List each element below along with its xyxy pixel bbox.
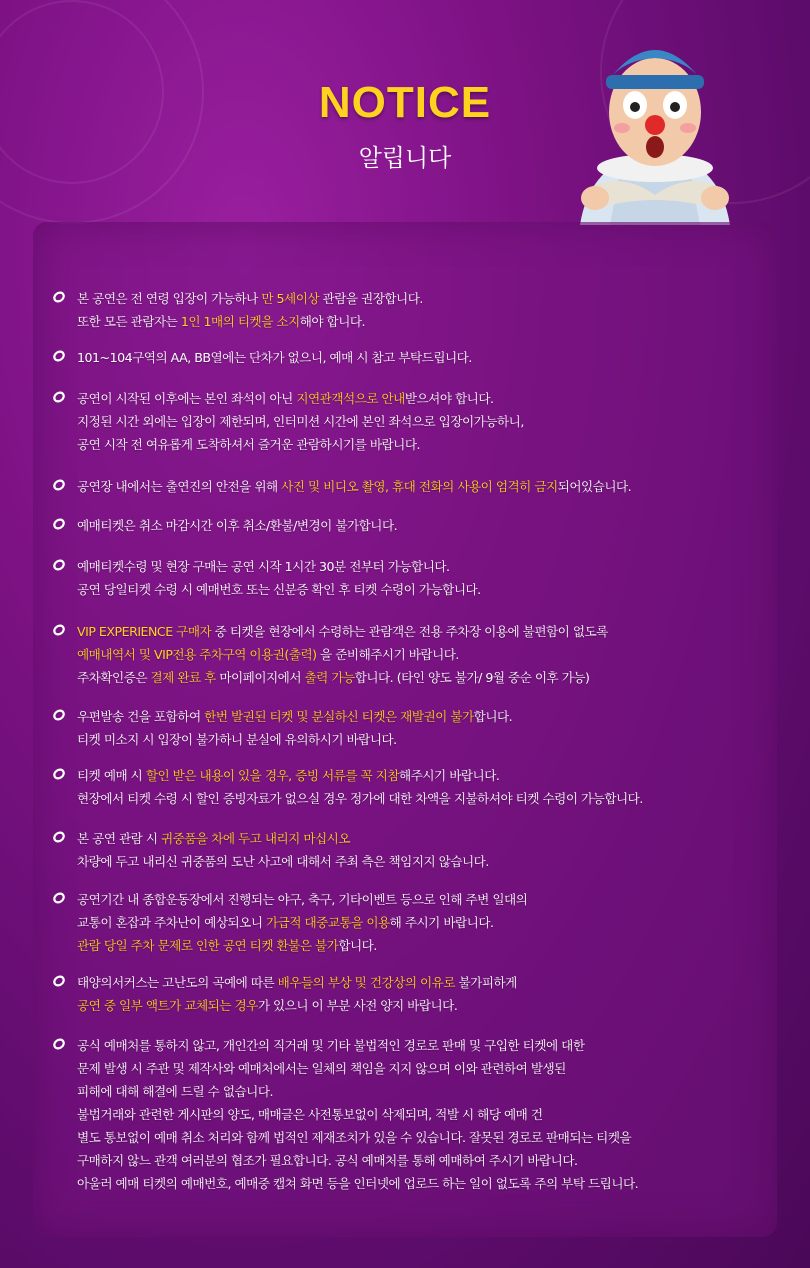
ring-bullet-icon xyxy=(52,1037,66,1051)
highlight-text: 한번 발권된 티켓 및 분실하신 티켓은 재발권이 불가 xyxy=(204,709,474,724)
highlight-text: 배우들의 부상 및 건강상의 이유로 xyxy=(277,975,456,990)
notice-text-segment: 주차확인증은 xyxy=(77,670,151,685)
notice-text-segment: 차량에 두고 내리신 귀중품의 도난 사고에 대해서 주최 측은 책임지지 않습니다. xyxy=(77,854,489,869)
notice-text xyxy=(77,514,397,537)
notice-line xyxy=(77,1103,638,1126)
notice-text xyxy=(77,888,527,957)
notice-line xyxy=(77,934,527,957)
notice-text-segment: 교통이 혼잡과 주차난이 예상되오니 xyxy=(77,915,266,930)
ring-bullet-icon xyxy=(52,390,66,404)
notice-text-segment: 되어있습니다. xyxy=(557,479,632,494)
highlight-text: 출력 가능 xyxy=(304,670,355,685)
notice-text-segment: 공연 시작 전 여유롭게 도착하셔서 즐거운 관람하시기를 바랍니다. xyxy=(77,437,420,452)
notice-text-segment: 공연 당일티켓 수령 시 예매번호 또는 신분증 확인 후 티켓 수령이 가능합니다. xyxy=(77,582,481,597)
notice-text-segment: 공연이 시작된 이후에는 본인 좌석이 아닌 xyxy=(77,391,297,406)
clown-mascot-icon xyxy=(560,20,750,225)
notice-line xyxy=(77,888,527,911)
notice-text-segment: 아울러 예매 티켓의 예매번호, 예매중 캡쳐 화면 등을 인터넷에 업로드 하는 일이 없도록 주의 부탁 드립니다. xyxy=(77,1176,639,1191)
notice-text-segment: 문제 발생 시 주관 및 제작사와 예매처에서는 일체의 책임을 지지 않으며 이와 관련하여 발생된 xyxy=(77,1061,566,1076)
notice-text xyxy=(77,827,489,873)
notice-line xyxy=(77,643,608,666)
notice-text xyxy=(77,475,631,498)
highlight-text: 할인 받은 내용이 있을 경우, 증빙 서류를 꼭 지참 xyxy=(145,768,400,783)
notice-text-segment: 예매티켓은 취소 마감시간 이후 취소/환불/변경이 불가합니다. xyxy=(77,518,398,533)
notice-text-segment: 101~104구역의 AA, BB열에는 단차가 없으니, 예매 시 참고 부탁드립니다. xyxy=(77,350,472,365)
highlight-text: 공연 중 일부 액트가 교체되는 경우 xyxy=(77,998,258,1013)
notice-text xyxy=(77,1034,638,1195)
notice-text-segment: 을 준비해주시기 바랍니다. xyxy=(316,647,459,662)
notice-line xyxy=(77,1080,638,1103)
notice-text-segment: 가 있으니 이 부분 사전 양지 바랍니다. xyxy=(257,998,458,1013)
notice-text-segment: 공연장 내에서는 출연진의 안전을 위해 xyxy=(77,479,282,494)
notice-text-segment: 본 공연 관람 시 xyxy=(77,831,162,846)
notice-text-segment: 지정된 시간 외에는 입장이 제한되며, 인터미션 시간에 본인 좌석으로 입장이가능하니, xyxy=(77,414,524,429)
notice-text xyxy=(77,620,608,689)
notice-text-segment: 해야 합니다. xyxy=(299,314,366,329)
notice-line xyxy=(77,578,481,601)
notice-text xyxy=(77,387,524,456)
highlight-text: 관람 당일 주차 문제로 인한 공연 티켓 환불은 불가 xyxy=(77,938,339,953)
notice-text-segment: 현장에서 티켓 수령 시 할인 증빙자료가 없으실 경우 정가에 대한 차액을 지불하셔야 티켓 수령이 가능합니다. xyxy=(77,791,643,806)
highlight-text: 1인 1매의 티켓을 소지 xyxy=(180,314,300,329)
page-subtitle: 알립니다 xyxy=(358,144,452,172)
notice-line xyxy=(77,1126,638,1149)
ring-bullet-icon xyxy=(52,290,66,304)
notice-text-segment: 관람을 권장합니다. xyxy=(319,291,423,306)
notice-line xyxy=(77,514,397,537)
highlight-text: 결제 완료 후 xyxy=(150,670,216,685)
notice-line xyxy=(77,1034,638,1057)
notice-line xyxy=(77,787,643,810)
notice-line xyxy=(77,1149,638,1172)
notice-text-segment: 예매티켓수령 및 현장 구매는 공연 시작 1시간 30분 전부터 가능합니다. xyxy=(77,559,450,574)
ring-bullet-icon xyxy=(52,623,66,637)
ring-bullet-icon xyxy=(52,708,66,722)
notice-text-segment: 본 공연은 전 연령 입장이 가능하나 xyxy=(77,291,262,306)
notice-text-segment: 우편발송 건을 포함하여 xyxy=(77,709,205,724)
ring-bullet-icon xyxy=(52,349,66,363)
notice-line xyxy=(77,1057,638,1080)
notice-text-segment: 합니다. (타인 양도 불가/ 9월 중순 이후 가능) xyxy=(354,670,590,685)
notice-text-segment: 공연기간 내 종합운동장에서 진행되는 야구, 축구, 기타이벤트 등으로 인해 주변 일대의 xyxy=(77,892,528,907)
ring-bullet-icon xyxy=(52,830,66,844)
notice-line xyxy=(77,827,489,850)
ring-bullet-icon xyxy=(52,974,66,988)
notice-text xyxy=(77,287,423,333)
notice-text-segment: 불가피하게 xyxy=(455,975,517,990)
notice-line xyxy=(77,994,517,1017)
notice-text-segment: 중 티켓을 현장에서 수령하는 관람객은 전용 주차장 이용에 불편함이 없도록 xyxy=(211,624,608,639)
highlight-text: 가급적 대중교통을 이용 xyxy=(266,915,390,930)
notice-text-segment: 불법거래와 관련한 게시판의 양도, 매매글은 사전통보없이 삭제되며, 적발 시 해당 예매 건 xyxy=(77,1107,543,1122)
notice-line xyxy=(77,911,527,934)
notice-text-segment: 합니다. xyxy=(473,709,513,724)
notice-text-segment: 합니다. xyxy=(338,938,377,953)
notice-line xyxy=(77,433,524,456)
highlight-text: 예매내역서 및 VIP전용 주차구역 이용권(출력) xyxy=(77,647,317,662)
notice-text xyxy=(77,555,481,601)
notice-text-segment: 받으셔야 합니다. xyxy=(404,391,494,406)
notice-line xyxy=(77,346,472,369)
notice-line xyxy=(77,310,423,333)
notice-text-segment: 별도 통보없이 예매 취소 처리와 함께 법적인 제재조치가 있을 수 있습니다. 잘못된 경로로 판매되는 티켓을 xyxy=(77,1130,632,1145)
notice-text-segment: 티켓 예매 시 xyxy=(77,768,146,783)
ring-bullet-icon xyxy=(52,517,66,531)
ring-bullet-icon xyxy=(52,558,66,572)
highlight-text: 지연관객석으로 안내 xyxy=(296,391,405,406)
notice-text xyxy=(77,346,472,369)
highlight-text: 만 5세이상 xyxy=(261,291,320,306)
notice-line xyxy=(77,387,524,410)
notice-line xyxy=(77,764,643,787)
notice-line xyxy=(77,971,517,994)
notice-line xyxy=(77,287,423,310)
notice-text-segment: 티켓 미소지 시 입장이 불가하니 분실에 유의하시기 바랍니다. xyxy=(77,732,397,747)
highlight-text: VIP EXPERIENCE 구매자 xyxy=(77,624,212,639)
notice-line xyxy=(77,475,631,498)
notice-line xyxy=(77,410,524,433)
ring-bullet-icon xyxy=(52,891,66,905)
ring-bullet-icon xyxy=(52,478,66,492)
notice-line xyxy=(77,728,512,751)
notice-text xyxy=(77,705,512,751)
notice-text xyxy=(77,971,517,1017)
notice-text-segment: 태양의서커스는 고난도의 곡예에 따른 xyxy=(77,975,278,990)
notice-line xyxy=(77,555,481,578)
highlight-text: 사진 및 비디오 촬영, 휴대 전화의 사용이 엄격히 금지 xyxy=(281,479,558,494)
notice-text-segment: 마이페이지에서 xyxy=(215,670,305,685)
ring-bullet-icon xyxy=(52,767,66,781)
page-title: NOTICE xyxy=(318,78,492,127)
notice-text-segment: 구매하지 않느 관객 여러분의 협조가 필요합니다. 공식 예매처를 통해 예매하여 주시기 바랍니다. xyxy=(77,1153,578,1168)
notice-text-segment: 공식 예매처를 통하지 않고, 개인간의 직거래 및 기타 불법적인 경로로 판매 및 구입한 티켓에 대한 xyxy=(77,1038,585,1053)
highlight-text: 귀중품을 차에 두고 내리지 마십시오 xyxy=(161,831,351,846)
notice-line xyxy=(77,666,608,689)
notice-text-segment: 또한 모든 관람자는 xyxy=(77,314,181,329)
notice-text-segment: 해주시기 바랍니다. xyxy=(399,768,500,783)
notice-line xyxy=(77,850,489,873)
notice-line xyxy=(77,1172,638,1195)
notice-line xyxy=(77,705,512,728)
notice-text-segment: 피해에 대해 해결에 드릴 수 없습니다. xyxy=(77,1084,274,1099)
notice-line xyxy=(77,620,608,643)
notice-text xyxy=(77,764,643,810)
notice-text-segment: 해 주시기 바랍니다. xyxy=(389,915,494,930)
